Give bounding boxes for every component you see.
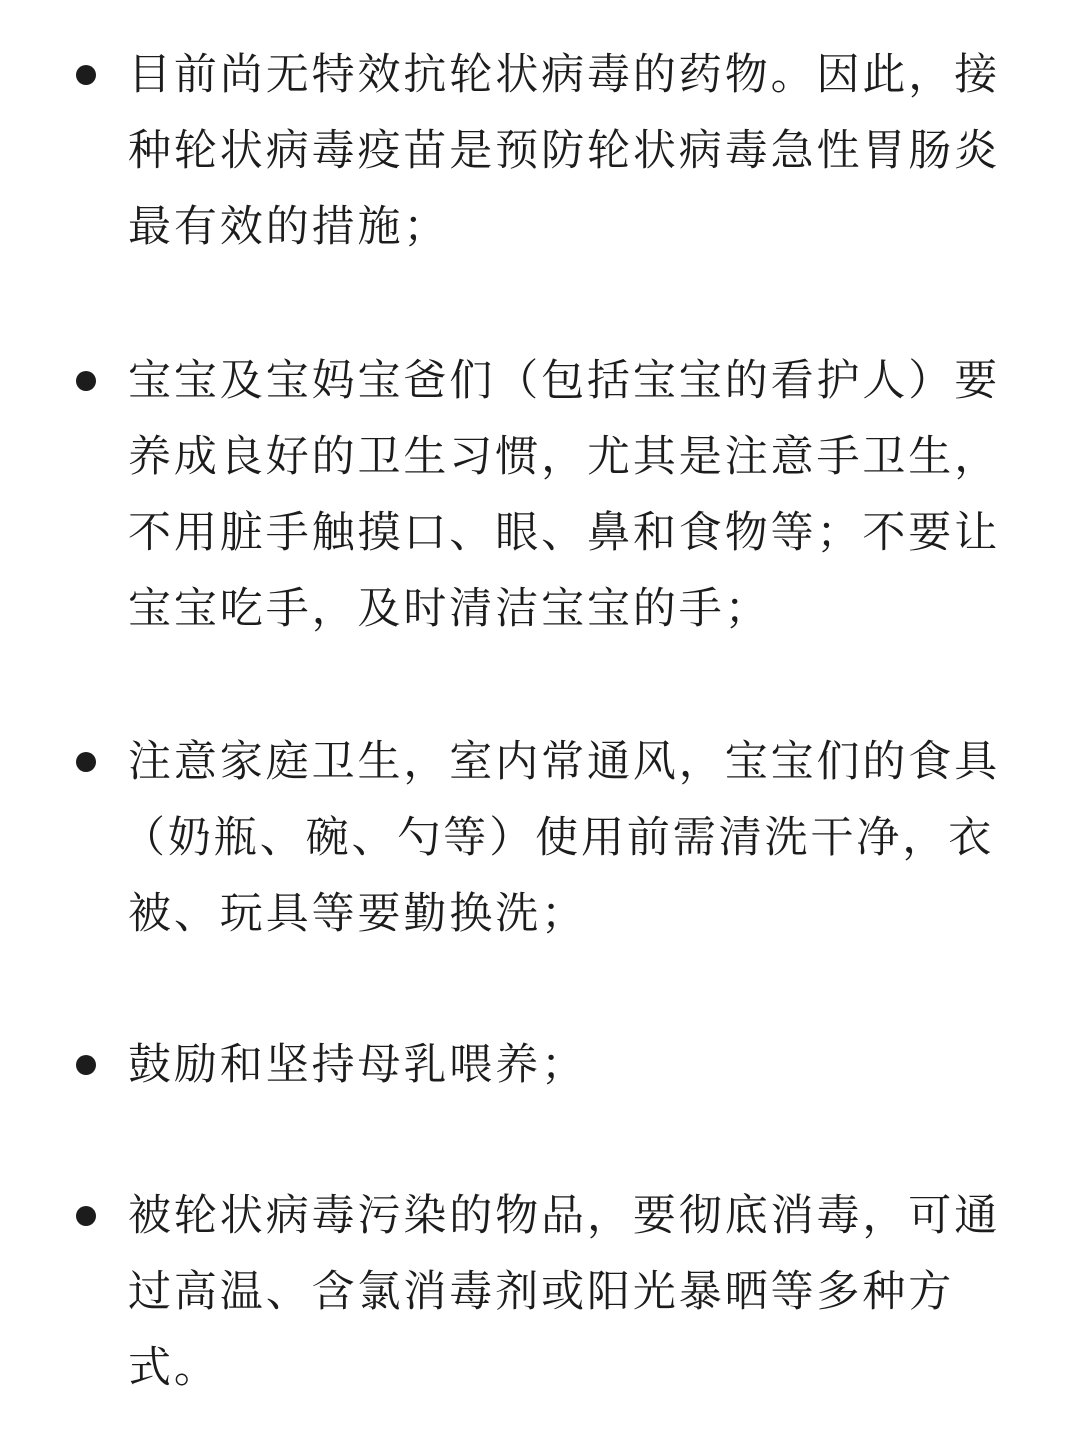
text-line: （奶瓶、碗、勺等）使用前需清洗干净，衣 bbox=[122, 813, 995, 863]
list-item-text bbox=[122, 724, 1048, 952]
list-item-text bbox=[128, 37, 1048, 265]
bullet-dot-icon bbox=[76, 1055, 96, 1075]
text-line: 鼓励和坚持母乳喂养； bbox=[128, 1040, 587, 1090]
text-line: 宝宝吃手，及时清洁宝宝的手； bbox=[128, 584, 771, 634]
text-line: 不用脏手触摸口、眼、鼻和食物等；不要让 bbox=[128, 508, 1001, 558]
text-line: 被轮状病毒污染的物品，要彻底消毒，可通 bbox=[128, 1191, 1001, 1241]
list-item-text bbox=[128, 1027, 1048, 1103]
text-line: 目前尚无特效抗轮状病毒的药物。因此，接 bbox=[128, 50, 1001, 100]
text-line: 被、玩具等要勤换洗； bbox=[128, 889, 587, 939]
bullet-dot-icon bbox=[76, 65, 96, 85]
text-line: 种轮状病毒疫苗是预防轮状病毒急性胃肠炎 bbox=[128, 126, 1001, 176]
bullet-dot-icon bbox=[76, 752, 96, 772]
text-line: 过高温、含氯消毒剂或阳光暴晒等多种方 bbox=[128, 1267, 955, 1317]
list-item-text bbox=[128, 1178, 1048, 1406]
bullet-dot-icon bbox=[76, 1206, 96, 1226]
text-line: 最有效的措施； bbox=[128, 202, 450, 252]
text-line: 式。 bbox=[128, 1343, 220, 1393]
text-line: 养成良好的卫生习惯，尤其是注意手卫生， bbox=[128, 432, 1001, 482]
text-line: 注意家庭卫生，室内常通风，宝宝们的食具 bbox=[128, 737, 1001, 787]
text-line: 宝宝及宝妈宝爸们（包括宝宝的看护人）要 bbox=[128, 356, 1001, 406]
list-item-text bbox=[128, 343, 1048, 647]
bullet-dot-icon bbox=[76, 371, 96, 391]
